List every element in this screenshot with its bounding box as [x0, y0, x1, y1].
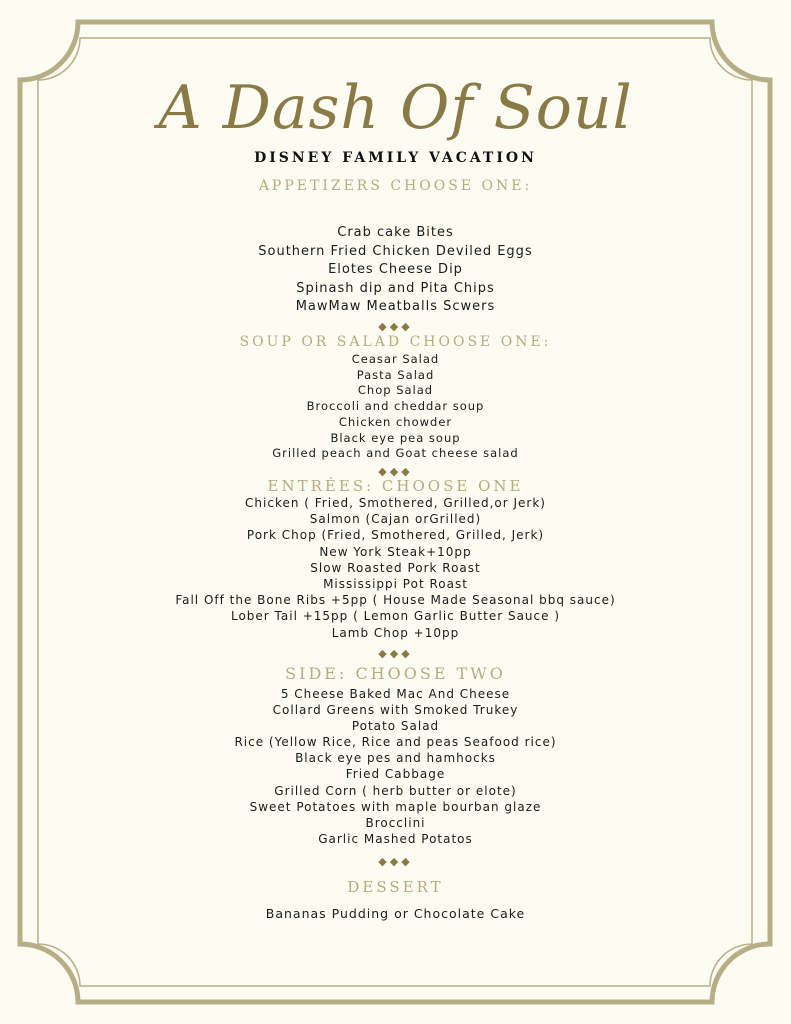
menu-item: Salmon (Cajan orGrilled)	[309, 512, 482, 527]
menu-item: Lober Tail +15pp ( Lemon Garlic Butter Sauce )	[230, 609, 561, 624]
menu-item: Black eye pea soup	[330, 430, 461, 445]
menu-item: Garlic Mashed Potatos	[318, 831, 473, 846]
diamond-separator: ◆◆◆	[378, 320, 413, 333]
menu-item: Pork Chop (Fried, Smothered, Grilled, Jerk)	[246, 528, 545, 543]
menu-item: Pasta Salad	[356, 367, 435, 382]
menu-item: MawMaw Meatballs Scwers	[295, 299, 496, 314]
entrees-heading: ENTRÉES: CHOOSE ONE	[267, 477, 524, 495]
menu-item: Potato Salad	[351, 719, 440, 734]
appetizers-list	[0, 224, 791, 317]
menu-item: Crab cake Bites	[337, 225, 454, 240]
menu-item: Southern Fried Chicken Deviled Eggs	[258, 243, 533, 259]
menu-item: Grilled Corn ( herb butter or elote)	[274, 783, 517, 798]
diamond-separator: ◆◆◆	[378, 465, 413, 478]
menu-subtitle: DISNEY FAMILY VACATION	[254, 150, 537, 166]
menu-item: Spinash dip and Pita Chips	[296, 280, 495, 296]
sides-list	[0, 686, 791, 847]
menu-item: Sweet Potatoes with maple bourban glaze	[249, 799, 542, 814]
menu-item: Chop Salad	[357, 383, 434, 398]
menu-item: Lamb Chop +10pp	[331, 625, 460, 640]
menu-item: Chicken chowder	[338, 414, 453, 429]
menu-item: Fall Off the Bone Ribs +5pp ( House Made Seasonal bbq sauce)	[175, 593, 616, 608]
menu-item: Bananas Pudding or Chocolate Cake	[265, 906, 526, 921]
menu-item: 5 Cheese Baked Mac And Cheese	[280, 687, 511, 701]
menu-item: Ceasar Salad	[351, 352, 440, 366]
menu-item: Rice (Yellow Rice, Rice and peas Seafood rice)	[234, 735, 557, 750]
menu-item: Brocclini	[365, 815, 426, 830]
menu-item: Mississippi Pot Roast	[323, 577, 468, 592]
menu-item: Black eye pes and hamhocks	[295, 751, 496, 766]
menu-item: Grilled peach and Goat cheese salad	[272, 446, 519, 461]
soup-salad-list	[0, 352, 791, 462]
menu-item: Chicken ( Fried, Smothered, Grilled,or Jerk)	[245, 496, 546, 510]
menu-item: New York Steak+10pp	[319, 544, 472, 559]
appetizers-heading: APPETIZERS CHOOSE ONE:	[258, 178, 533, 194]
soup-salad-heading: SOUP OR SALAD CHOOSE ONE:	[239, 334, 552, 350]
menu-item: Fried Cabbage	[345, 767, 446, 782]
menu-item: Elotes Cheese Dip	[328, 262, 463, 277]
menu-title: A Dash Of Soul	[158, 73, 633, 143]
menu-item: Broccoli and cheddar soup	[306, 399, 485, 414]
dessert-list	[0, 905, 791, 923]
dessert-heading: DESSERT	[347, 878, 444, 896]
sides-heading: SIDE: CHOOSE TWO	[285, 664, 506, 683]
diamond-separator: ◆◆◆	[378, 647, 413, 660]
entrees-list	[0, 495, 791, 641]
diamond-separator: ◆◆◆	[378, 855, 413, 868]
menu-item: Collard Greens with Smoked Trukey	[272, 703, 519, 718]
menu-item: Slow Roasted Pork Roast	[310, 560, 481, 575]
